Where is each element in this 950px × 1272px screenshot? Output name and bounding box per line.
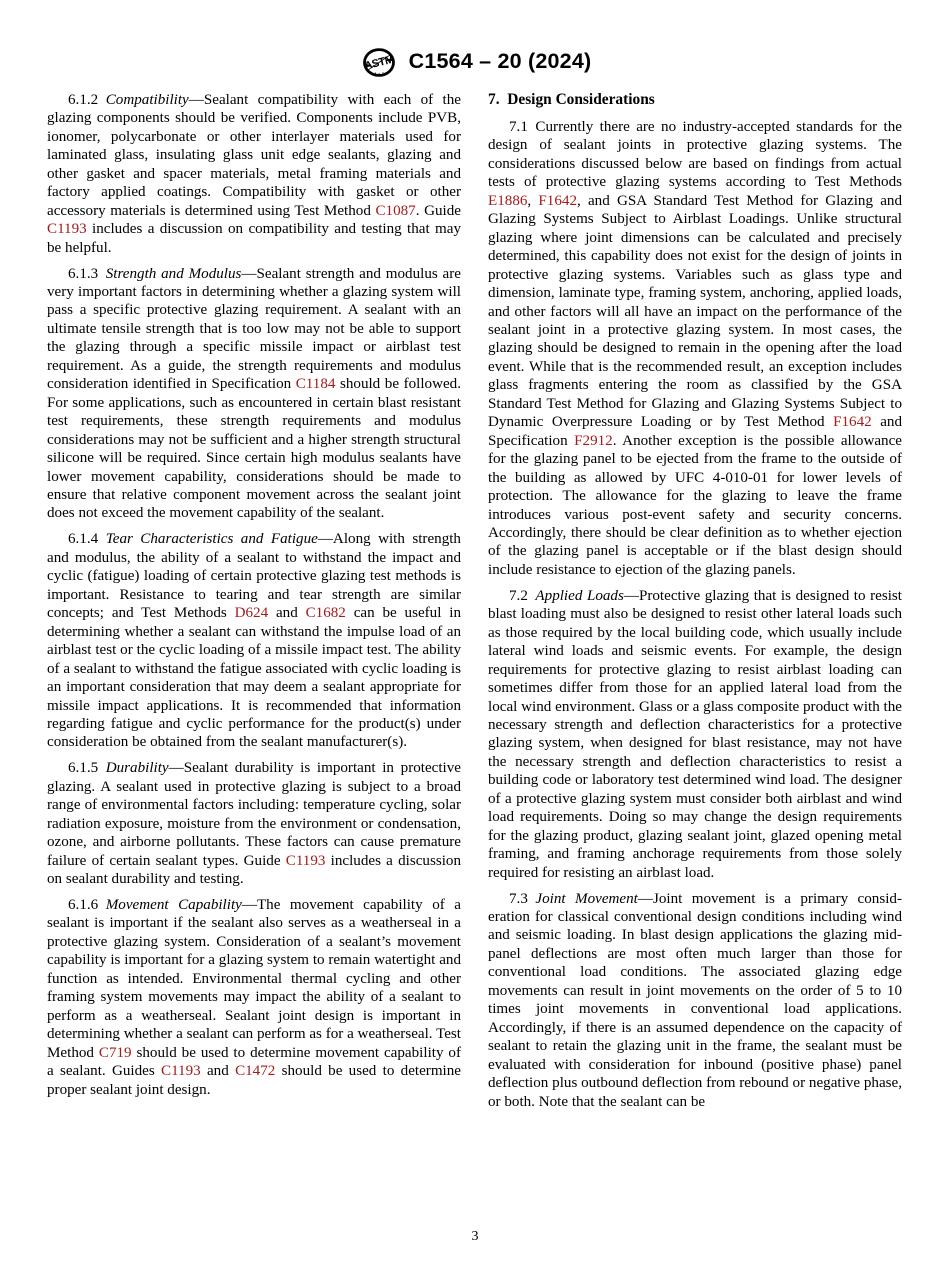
page-footer	[0, 1229, 950, 1245]
two-column-body	[47, 91, 903, 1199]
paragraph-text: The movement capability of a sealant is important if the sealant also serves as a weatherseal in a protective glazing system. Consideration of a sealant’s movement capability is important for a glazing system to remain watertight and function as intended. Environmental thermal cycling and other framing system movements may impact the ability of a sealant to perform as a weatherseal. Sealant joint design is important in determining whether a sealant can perform as for a weatherseal. Test Method	[47, 897, 461, 1061]
astm-logo-icon	[359, 47, 399, 78]
standard-reference-link[interactable]: D624	[234, 605, 269, 622]
standard-reference-link[interactable]: F2912	[574, 432, 613, 449]
paragraph-term: Durability	[105, 760, 169, 777]
paragraph-text: and	[268, 605, 306, 622]
paragraph-term: Strength and Modulus	[105, 265, 242, 282]
paragraph-text: Sealant compatibility with each of the glazing components should be verified. Components include PVB, ionomer, polycarbonate or other interlayer materials used for laminated glass, insulating glass unit edge sealants, glazing and other gasket and spacer materials, metal framing materials and factory applied coatings. Compatibility with gasket or other accessory materials is determined using Test Method	[47, 92, 461, 219]
paragraph-6.1.5	[47, 759, 461, 888]
svg-text:ASTM: ASTM	[362, 53, 395, 72]
paragraph-6.1.6	[47, 896, 461, 1099]
em-dash: —	[637, 890, 653, 907]
paragraph-text: Protective glazing that is designed to resist blast loading must also be designed to resist other lateral loads such as those required by the local building code, which usually include lateral wind loads and seismic events. For example, the design requirements for protective glazing to resist airblast loading can sometimes differ from those for an applied lateral load from the local wind environment. Glass or a glass composite product with the necessary strength and deflection characteristics for a protective glazing system, when designed for blast resistance, may not have the necessary strength and deflection characteristics to resist a building code or laboratory test determined wind load. The designer of a protective glazing system must consider both airblast and wind load requirements. Doing so may change the design requirements for the glazing product, glazing sealant joint, glazed opening metal framing, and framing anchorage requirements from those solely required for resisting an airblast load.	[488, 587, 902, 881]
paragraph-term: Compatibility	[105, 92, 189, 108]
right-column	[488, 91, 902, 1199]
paragraph-text: ,	[527, 192, 539, 209]
standard-reference-link[interactable]: F1642	[538, 192, 577, 209]
page-header	[0, 42, 950, 82]
em-dash: —	[241, 897, 257, 914]
paragraph-number: 6.1.4	[68, 531, 99, 548]
document-designation: C1564 – 20 (2024)	[408, 49, 592, 74]
paragraph-number: 6.1.3	[68, 265, 99, 282]
paragraph-text: Sealant durability is important in protective glazing. A sealant used in protective glazing is subject to a broad range of environmental factors including: temperature cycling, solar radiation exposure, moisture from the environment or condensation, ozone, and airborne pollutants. These factors can cause premature failure of certain sealant types. Guide	[47, 760, 461, 869]
paragraph-text: Joint movement is a primary consideration for classical conventional design conditions including wind and seismic loading. In blast design applications the glazing mid-panel deflections are most often much larger than those for conventional load conditions. The associated glazing edge movements can result in joint movements on the order of 5 to 10 times joint movements in conventional load applications. Accordingly, if there is an assumed dependence on the capacity of sealant to retain the glazing unit in the frame, the sealant must be evaluated with consideration for inbound (positive phase) panel deflection plus outbound deflection from rebound or negative phase, or both. Note that the sealant can be	[488, 890, 902, 1110]
paragraph-text: includes a discussion on compatibility and testing that may be helpful.	[47, 221, 461, 256]
standard-reference-link[interactable]: C1193	[47, 221, 87, 238]
paragraph-6.1.2	[47, 91, 461, 257]
paragraph-6.1.3	[47, 265, 461, 523]
standard-reference-link[interactable]: C1193	[161, 1063, 201, 1080]
paragraph-text: Along with strength and modulus, the ability of a sealant to withstand the impact and cyclic (fatigue) loading of certain protective glazing test methods is important. Resistance to tearing and tear strength are similar concepts; and Test Methods	[47, 531, 461, 622]
em-dash: —	[241, 265, 257, 282]
paragraph-number: 6.1.2	[68, 92, 99, 108]
standard-reference-link[interactable]: C719	[98, 1044, 132, 1061]
paragraph-term: Tear Characteristics and Fatigue	[105, 531, 318, 548]
paragraph-text: , and GSA Standard Test Method for Glazing and Glazing Systems Subject to Airblast Loadings. Unlike structural glazing where joint dimensions can be calculated and precisely determined, this capability does not exist for the design of joints in protective glazing systems. Variables such as glass type and dimension, laminate type, framing system, anchoring, applied loads, and other factors will all have an impact on the performance of the sealant joint in a protective glazing system. In most cases, the glazing should be designed to remain in the opening after the load event. While that is the recommended result, an exception includes glass fragments entering the room as classified by the GSA Standard Test Method for Glazing and Glazing Systems Subject to Dynamic Overpressure Loading or by Test Method	[488, 192, 902, 431]
paragraph-7.2	[488, 587, 902, 882]
paragraph-text: includes a discussion on sealant durability and testing.	[47, 852, 461, 888]
paragraph-text: should be used to determine proper sealant joint design.	[47, 1063, 461, 1098]
paragraph-number: 7.1	[509, 119, 528, 135]
paragraph-text: should be followed. For some applications, such as encountered in certain blast resistant test requirements, these strength requirements and modulus considerations may not be sufficient and a higher strength structural silicone will be required. Since certain high modulus sealants have lower movement capability, considerations should be made to ensure that relative component movement across the sealant joint does not exceed the movement capability of the sealant.	[47, 376, 461, 522]
em-dash: —	[168, 760, 184, 777]
standard-reference-link[interactable]: C1193	[285, 852, 326, 869]
paragraph-text: Sealant strength and modulus are very important factors in determining whether a glazing system will pass a specific protective glazing requirement. A sealant with an ultimate tensile strength that is too low may not be able to support the glazing through a specific missile impact or airblast test requirement. As a guide, the strength requirements and modulus consideration identified in Specification	[47, 265, 461, 393]
standard-reference-link[interactable]: C1184	[295, 376, 336, 393]
paragraph-text: . Guide	[415, 202, 461, 219]
em-dash: —	[188, 92, 204, 108]
paragraph-number: 6.1.5	[68, 760, 99, 777]
section-heading-title: Design Considerations	[507, 91, 655, 108]
paragraph-term: Applied Loads	[535, 587, 624, 604]
em-dash: —	[623, 587, 639, 604]
paragraph-text: Currently there are no industry-accepted standards for the design of sealant joints in protective glazing systems. The considerations discussed below are based on findings from actual tests of protective glazing systems according to Test Methods	[488, 119, 902, 191]
paragraph-6.1.4	[47, 530, 461, 751]
paragraph-number: 7.2	[509, 587, 528, 604]
standard-reference-link[interactable]: F1642	[833, 414, 872, 431]
paragraph-text: should be used to determine movement capability of a sealant. Guides	[47, 1044, 461, 1080]
page-number: 3	[471, 1229, 479, 1244]
paragraph-number: 6.1.6	[68, 897, 99, 914]
paragraph-7.3	[488, 890, 902, 1111]
left-column	[47, 91, 461, 1199]
paragraph-7.1	[488, 118, 902, 579]
paragraph-number: 7.3	[509, 890, 528, 907]
standard-reference-link[interactable]: C1472	[235, 1063, 276, 1080]
paragraph-term: Joint Movement	[535, 890, 638, 907]
paragraph-text: . Another exception is the possible allowance for the glazing panel to be ejected from the frame to the outside of the building as allowed by UFC 4-010-01 for lower levels of protection. The allowance for the glazing to leave the frame introduces various post-event safety and security concerns. Accordingly, there should be clear definition as to whether ejection of the glazing panel is acceptable or if the blast design should include resistance to ejection of the glazing panels.	[488, 432, 903, 578]
em-dash: —	[317, 531, 333, 548]
standard-reference-link[interactable]: C1682	[305, 605, 346, 622]
standard-reference-link[interactable]: E1886	[488, 192, 528, 209]
paragraph-text: and	[200, 1063, 236, 1080]
paragraph-text: can be useful in determining whether a sealant can withstand the impulse load of an airblast test or the cyclic loading of a missile impact test. The ability of a sealant to withstand the fatigue associated with cyclic loading is an important consideration that may deem a sealant appropriate for missile impact applications. It is recommended that information regarding fatigue and cyclic performance for the product(s) under consideration be obtained from the sealant manufacturer(s).	[47, 605, 461, 751]
standard-reference-link[interactable]: C1087	[375, 202, 416, 219]
section-heading-7	[488, 91, 902, 109]
paragraph-term: Movement Capability	[105, 897, 242, 914]
paragraph-text: and Specification	[488, 414, 902, 449]
section-heading-number: 7.	[488, 91, 500, 108]
